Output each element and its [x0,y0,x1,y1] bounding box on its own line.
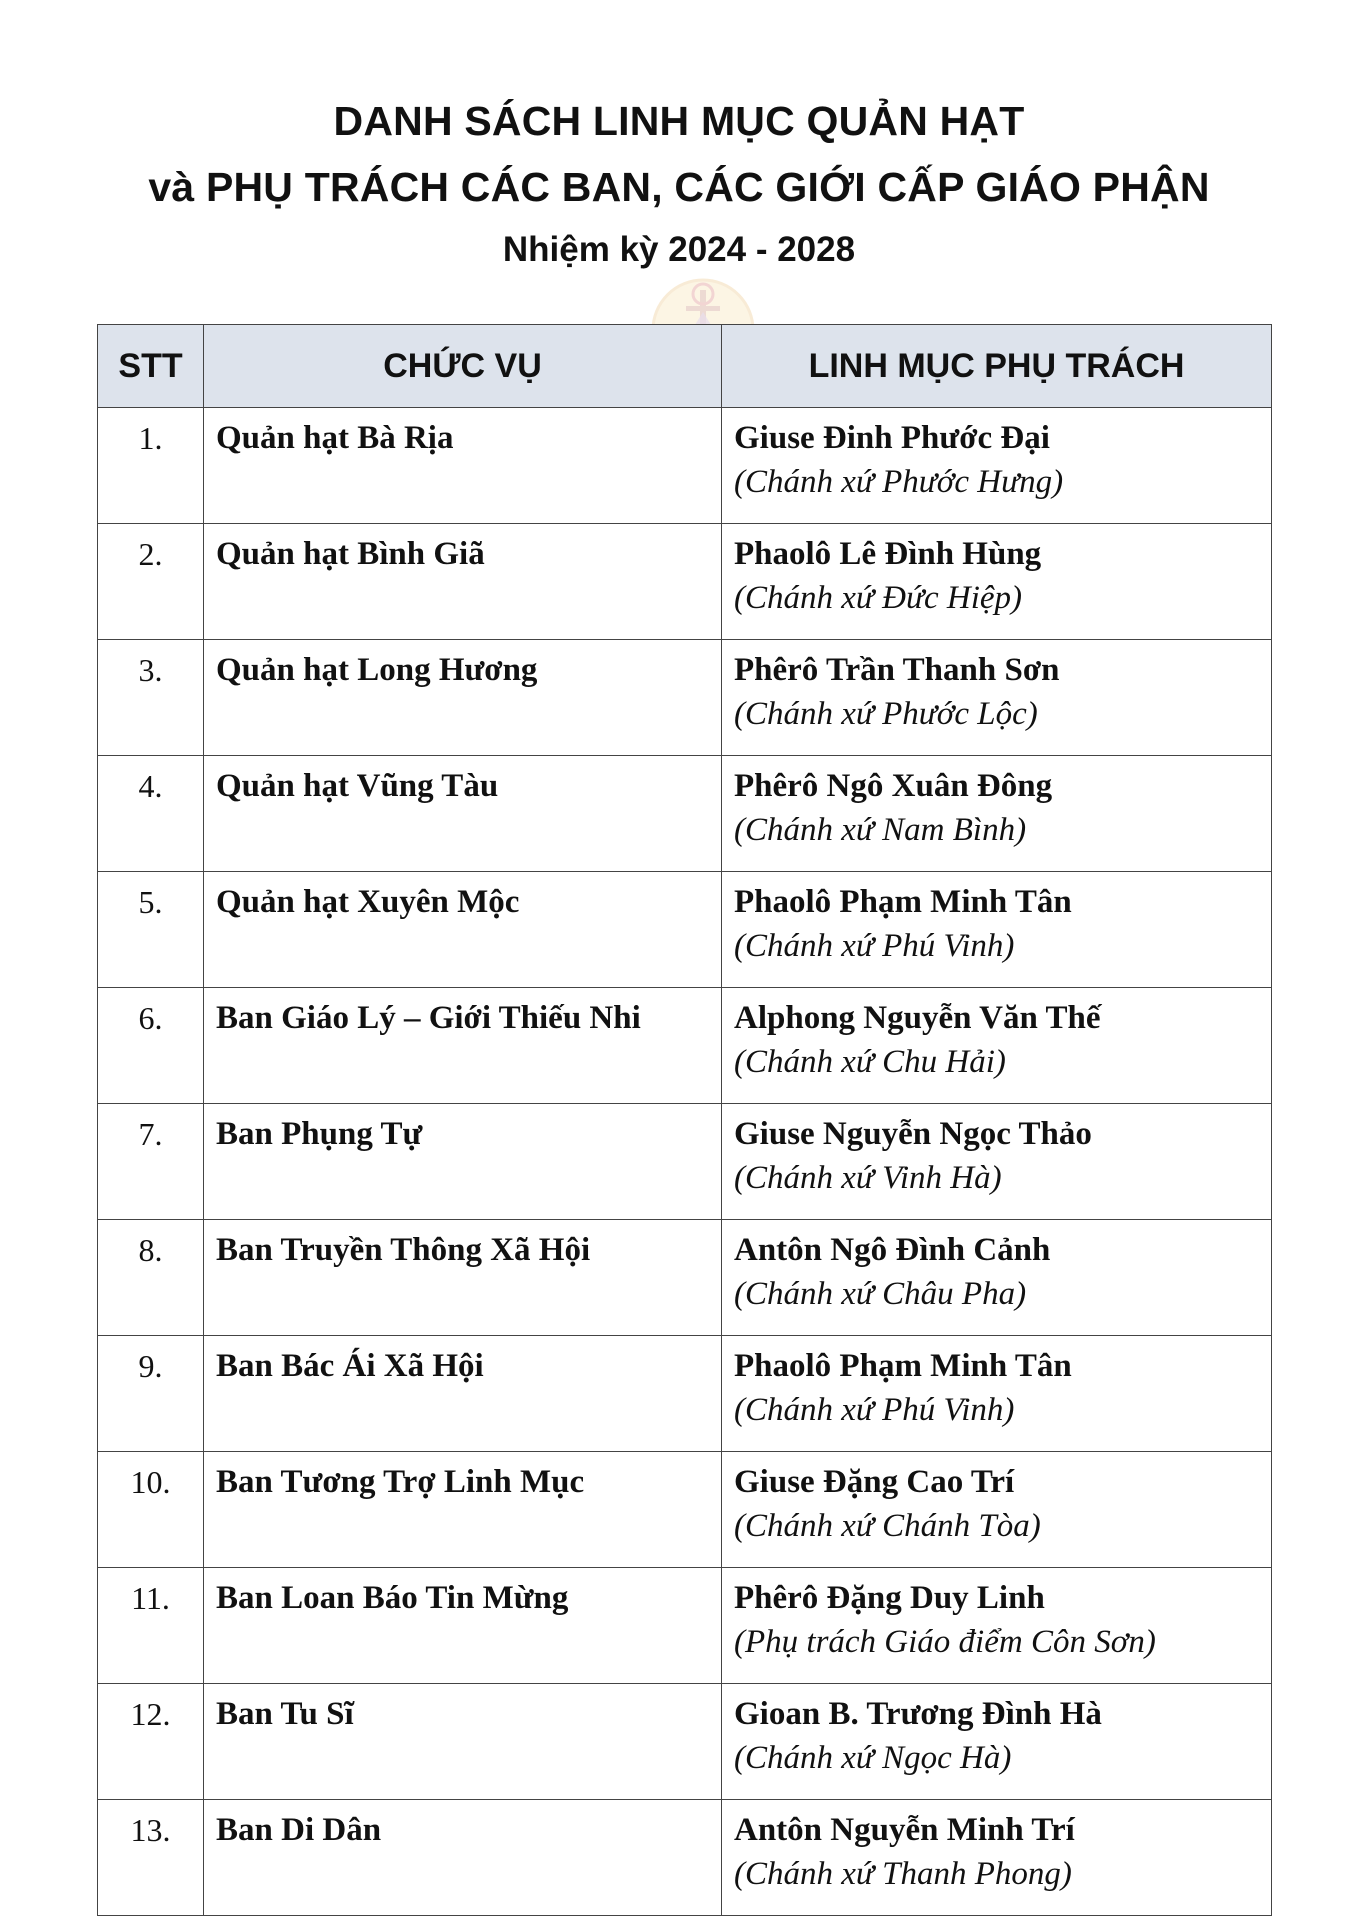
row-number: 8. [98,1220,204,1336]
row-number: 13. [98,1800,204,1916]
row-number: 4. [98,756,204,872]
priest-note: (Phụ trách Giáo điểm Côn Sơn) [734,1624,1156,1660]
table-row [98,872,1272,988]
priest-name: Phêrô Trần Thanh Sơn [734,652,1060,688]
row-priest [722,1104,1272,1220]
document-title-line-2: và PHỤ TRÁCH CÁC BAN, CÁC GIỚI CẤP GIÁO PHẬN [148,164,1210,210]
priest-note: (Chánh xứ Vinh Hà) [734,1160,1002,1196]
priest-note: (Chánh xứ Đức Hiệp) [734,580,1023,616]
priest-note: (Chánh xứ Châu Pha) [734,1276,1027,1312]
row-role: Ban Giáo Lý – Giới Thiếu Nhi [204,988,722,1104]
document-term: Nhiệm kỳ 2024 - 2028 [502,230,856,269]
table-row [98,1336,1272,1452]
column-header-stt: STT [98,325,204,408]
priest-note: (Chánh xứ Chánh Tòa) [734,1508,1041,1544]
row-role: Quản hạt Vũng Tàu [204,756,722,872]
row-number: 12. [98,1684,204,1800]
row-priest [722,988,1272,1104]
row-role: Ban Tương Trợ Linh Mục [204,1452,722,1568]
row-priest [722,524,1272,640]
table-row [98,1452,1272,1568]
row-role: Ban Di Dân [204,1800,722,1916]
table-row [98,1684,1272,1800]
priest-name: Phaolô Lê Đình Hùng [734,536,1042,572]
table-row [98,1800,1272,1916]
table-row [98,756,1272,872]
row-role: Quản hạt Bình Giã [204,524,722,640]
row-priest [722,1220,1272,1336]
row-number: 9. [98,1336,204,1452]
priest-name: Giuse Đinh Phước Đại [734,420,1050,456]
row-number: 5. [98,872,204,988]
priest-note: (Chánh xứ Phú Vinh) [734,928,1015,964]
row-number: 1. [98,408,204,524]
document-title-line-1: DANH SÁCH LINH MỤC QUẢN HẠT [333,98,1025,144]
row-number: 2. [98,524,204,640]
row-priest [722,1800,1272,1916]
row-role: Quản hạt Bà Rịa [204,408,722,524]
column-header-priest: LINH MỤC PHỤ TRÁCH [722,325,1272,408]
priest-name: Antôn Ngô Đình Cảnh [734,1232,1051,1268]
row-priest [722,1336,1272,1452]
priest-name: Alphong Nguyễn Văn Thế [734,1000,1101,1036]
row-number: 3. [98,640,204,756]
roster-table [97,324,1272,1916]
table-row [98,1220,1272,1336]
priest-name: Phêrô Ngô Xuân Đông [734,768,1053,804]
column-header-role: CHỨC VỤ [204,325,722,408]
row-number: 10. [98,1452,204,1568]
row-priest [722,756,1272,872]
priest-name: Giuse Đặng Cao Trí [734,1464,1015,1500]
row-priest [722,1568,1272,1684]
priest-note: (Chánh xứ Chu Hải) [734,1044,1006,1080]
row-role: Quản hạt Xuyên Mộc [204,872,722,988]
priest-note: (Chánh xứ Thanh Phong) [734,1856,1072,1892]
priest-note: (Chánh xứ Phước Lộc) [734,696,1038,732]
priest-note: (Chánh xứ Phú Vinh) [734,1392,1015,1428]
priest-name: Phaolô Phạm Minh Tân [734,1348,1072,1384]
row-role: Quản hạt Long Hương [204,640,722,756]
priest-name: Antôn Nguyễn Minh Trí [734,1812,1075,1848]
row-role: Ban Tu Sĩ [204,1684,722,1800]
priest-name: Gioan B. Trương Đình Hà [734,1696,1102,1732]
row-priest [722,872,1272,988]
row-number: 6. [98,988,204,1104]
table-row [98,988,1272,1104]
row-role: Ban Phụng Tự [204,1104,722,1220]
priest-name: Phêrô Đặng Duy Linh [734,1580,1045,1616]
table-row [98,640,1272,756]
row-priest [722,408,1272,524]
row-role: Ban Truyền Thông Xã Hội [204,1220,722,1336]
document-header [0,88,1358,278]
priest-note: (Chánh xứ Phước Hưng) [734,464,1064,500]
row-role: Ban Bác Ái Xã Hội [204,1336,722,1452]
row-priest [722,640,1272,756]
table-row [98,1568,1272,1684]
priest-name: Giuse Nguyễn Ngọc Thảo [734,1116,1092,1152]
row-priest [722,1452,1272,1568]
priest-note: (Chánh xứ Nam Bình) [734,812,1027,848]
row-number: 7. [98,1104,204,1220]
table-row [98,524,1272,640]
priest-name: Phaolô Phạm Minh Tân [734,884,1072,920]
table-row [98,408,1272,524]
table-header-row [98,325,1272,408]
table-row [98,1104,1272,1220]
row-number: 11. [98,1568,204,1684]
row-role: Ban Loan Báo Tin Mừng [204,1568,722,1684]
priest-note: (Chánh xứ Ngọc Hà) [734,1740,1012,1776]
row-priest [722,1684,1272,1800]
